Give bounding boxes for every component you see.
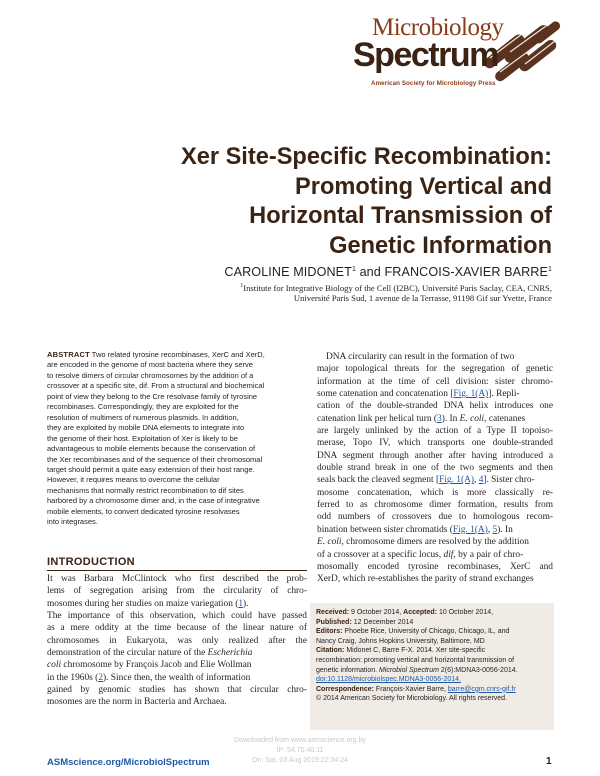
text-line: mosome concatenation, which is more classically re- [317,487,553,498]
abstract-line: target should permit a quite easy extension of their host range. [47,464,255,474]
abstract-line: into integrases. [47,517,98,527]
email-link[interactable]: barre@cgm.cnrs-gif.fr [447,685,516,693]
ref-link[interactable]: 3 [437,413,442,424]
right-column-body [317,351,553,586]
text-run: demonstration of the circular nature of the [47,648,208,659]
abstract-line: to resolve dimers of circular chromosomes by the addition of a [47,370,254,380]
text-run: chromosome by François Jacob and Elie Wollman [61,660,252,671]
figure-link[interactable]: Fig. 1(A) [453,389,489,400]
text-line: mosomally encoded tyrosine recombinases, XerC and [317,561,553,572]
info-value: 2(6):MDNA3-0056-2014. [438,666,518,674]
text-run: some catenation and concatenation [ [317,389,454,400]
author-name: FRANCOIS-XAVIER BARRE [384,265,548,279]
text-italic: dif [443,549,454,560]
abstract-label: ABSTRACT [47,350,90,359]
text-italic: E. coli [317,537,342,548]
footer-url-link[interactable]: ASMscience.org/MicrobiolSpectrum [47,757,210,768]
section-heading-introduction: INTRODUCTION [47,556,135,568]
text-run: ). In [497,524,513,535]
author-name: CAROLINE MIDONET [224,265,352,279]
abstract-line: harbored by a chromosome dimer and, in the case of integrative [47,496,260,506]
abstract [47,350,299,528]
text-line: DNA circularity can result in the formation of two [326,352,515,362]
received-line [316,608,550,618]
published-line [316,618,550,628]
abstract-line: crossover at a specific site, dif. From a structural and biochemical [47,381,265,391]
download-watermark: Downloaded from www.asmscience.org by [234,737,366,744]
text-line [47,672,307,684]
text-run: ). Since then, the wealth of information [103,672,251,683]
text-run: ]. Sister chro- [483,475,535,486]
text-line: It was Barbara McClintock who first described the prob- [47,574,307,584]
info-value: Nancy Craig, Johns Hopkins University, Baltimore, MD [316,637,485,645]
figure-link[interactable]: Fig. 1(A) [439,475,474,486]
text-line [317,536,553,548]
abstract-line: mechanisms that normally restrict recombination to dif sites [47,485,244,495]
introduction-body [47,573,307,709]
text-run: bination between sister chromatids ( [317,524,453,535]
text-line: mosomes are the norm in Bacteria and Archaea. [47,697,227,708]
download-watermark: On: Sat, 03 Aug 2019 22:34:24 [251,757,349,764]
text-line: odd numbers of crossovers due to homologous recom- [317,512,553,523]
page-number: 1 [546,756,552,767]
doi-link[interactable]: doi:10.1128/microbiolspec.MDNA3-0056-2014. [316,676,462,684]
ref-link[interactable]: 5 [492,524,498,535]
ref-link[interactable]: 2 [98,672,103,683]
info-value: 10 October 2014, [437,609,494,616]
abstract-line: advantageous to mobile elements because the conservation of [47,444,256,454]
title-line: Xer Site-Specific Recombination: [180,144,552,170]
info-label: Accepted: [403,609,438,616]
text-run: mosomes during her studies on maize variegation ( [47,598,239,609]
logo-word-spectrum: Spectrum [353,36,498,74]
text-run: , [474,475,479,486]
text-line: ferred to as chromosome dimer formation, results from [317,500,553,511]
affiliation [132,281,552,304]
abstract-line: recombinases. Correspondingly, they are exploited for the [47,402,239,412]
text-line: cation of the double-stranded DNA helix introduces one [317,401,553,412]
title-line: Genetic Information [329,232,552,259]
copyright: © 2014 American Society for Microbiology. All rights reserved. [316,695,507,703]
text-line [317,524,553,536]
text-line [47,647,307,659]
text-italic: E. coli [459,413,485,424]
text-line: chromosomes in Eukaryota, was only realized after the [47,635,307,646]
info-value: 12 December 2014 [351,618,414,626]
info-label: Editors: [316,628,343,636]
correspondence-line [316,685,550,695]
text-line: coli chromosome by François Jacob and Elie Wollman [47,660,252,671]
abstract-line: are encoded in the genome of most bacteria where they serve [47,360,253,370]
text-line: double strand break in one of the two segments and then [317,463,553,474]
text-line: XerD, which re-establishes the parity of strand exchanges [317,574,534,585]
abstract-line: the Xer recombinases and of the sequence of their chromosomal [47,454,263,464]
logo-word-microbiology: Microbiology [372,14,504,41]
text-line: are largely unlinked by the action of a Type II topoiso- [317,426,553,437]
text-line: major topological threats for the segregation of genetic [317,364,553,375]
citation-line [316,646,550,656]
text-line [317,388,553,400]
text-run: catenation link per helical turn ( [317,413,438,424]
logo-subtitle: American Society for Microbiology Press [371,80,496,87]
text-line: gained by genomic studies has shown that circular chro- [47,685,307,696]
figure-link[interactable]: Fig. 1(A) [452,524,488,535]
section-rule [47,570,307,571]
abstract-line: mobile elements, to convert dedicated tyrosine resolvases [47,506,240,516]
text-run: ). In [441,413,460,424]
info-value: Phoebe Rice, University of Chicago, Chicago, IL, and [342,628,510,636]
text-run: ). [243,598,249,609]
abstract-line: Two related tyrosine recombinases, XerC and XerD, [89,350,265,359]
author-affil-mark: 1 [351,265,356,273]
text-italic: Escherichia [207,648,253,659]
info-value: François-Xavier Barre, [373,685,448,693]
info-label: Citation: [316,647,345,655]
text-run: , by a pair of chro- [453,549,524,560]
text-line: information at the time of cell division: sister chromo- [317,376,553,387]
article-info-box [310,603,554,730]
editors-line [316,627,550,637]
info-value: recombination: promoting vertical and horizontal transmission of [316,656,515,664]
affil-line: Université Paris Sud, 1 avenue de la Terrasse, 91198 Gif sur Yvette, France [293,293,552,304]
text-line [317,549,553,561]
ref-link[interactable]: 4 [478,475,484,486]
abstract-line: point of view they belong to the Cre resolvase family of tyrosine [47,391,258,401]
text-run: seals back the cleaved segment [ [317,475,440,486]
info-label: Published: [316,618,352,626]
text-run: , catenanes [484,413,526,424]
text-run: in the 1960s ( [47,672,99,683]
text-line: merase, Topo IV, which transports one double-stranded [317,438,553,449]
text-run: , [487,524,493,535]
text-line: as a mere oddity at the time because of the linear nature of [47,623,307,634]
info-value: 9 October 2014, [349,609,404,616]
author-and: and [355,265,385,279]
text-line: The importance of this observation, which could have passed [47,611,307,622]
text-run: ]. Repli- [488,389,520,400]
text-line: DNA segment through another after having introduced a [317,450,553,461]
info-italic: Microbiol Spectrum [379,666,439,674]
article-title [92,143,552,261]
info-label: Correspondence: [316,685,374,693]
affil-mark: 1 [240,283,244,289]
info-value: Midonet C, Barre F-X. 2014. Xer site-specific [344,647,486,655]
abstract-line: the genome of their host. Exploitation of Xer is likely to be [47,433,238,443]
info-value: genetic information. [316,666,380,674]
abstract-line: However, it requires means to overcome the cellular [47,475,220,485]
info-label: Received: [316,609,350,616]
affil-line: Institute for Integrative Biology of the Cell (I2BC), Université Paris Saclay, CEA, CNRS, [243,282,552,293]
abstract-line: they are exploited by mobile DNA elements to integrate into [47,423,245,433]
author-affil-mark: 1 [548,265,552,273]
text-line [317,474,553,486]
text-run: of a crossover at a specific locus, [317,549,444,560]
title-line: Promoting Vertical and [295,173,552,200]
text-line [317,413,553,425]
download-watermark: IP: 54.70.40.11 [276,747,324,754]
text-line: lems of segregation arising from the circularity of chro- [47,586,307,597]
text-line [47,598,307,610]
citation-line [316,666,550,676]
abstract-line: resolution of multimers of numerous plasmids. In addition, [47,412,239,422]
author-list [52,265,552,279]
ref-link[interactable]: 1 [238,598,244,609]
text-run: , chromosome dimers are resolved by the addition [341,537,529,548]
title-line: Horizontal Transmission of [249,203,552,229]
